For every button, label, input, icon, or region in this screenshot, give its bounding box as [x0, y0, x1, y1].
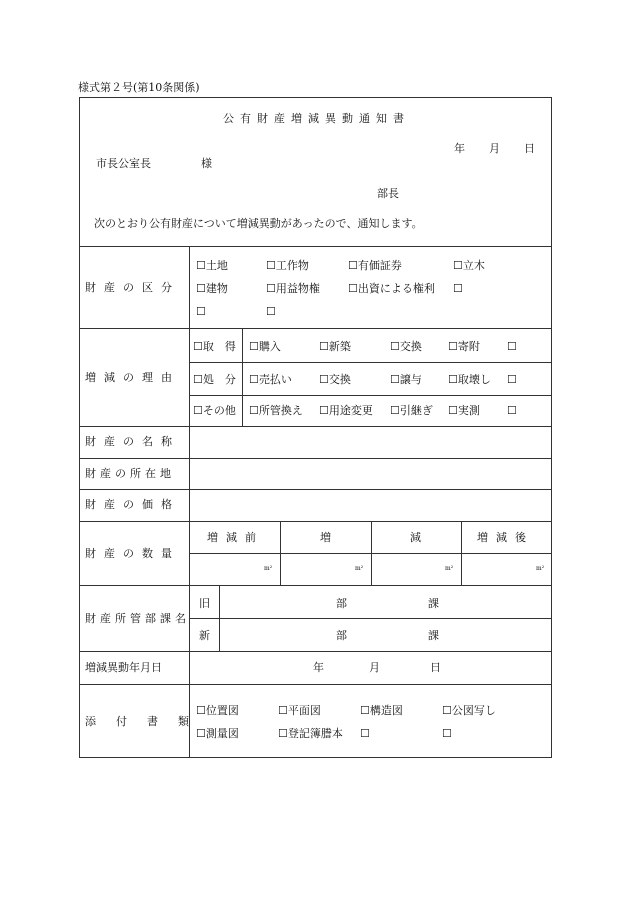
label-column-divider [189, 246, 190, 758]
quantity-header-after: 増減後 [477, 531, 534, 544]
reason-option-donation[interactable]: ☐寄附 [448, 340, 480, 353]
change-date-month: 月 [369, 661, 380, 674]
attachment-survey-map[interactable]: ☐測量図 [196, 727, 239, 740]
reason-label: 増減の理由 [85, 371, 180, 384]
department-new-ka: 課 [428, 629, 439, 642]
date-month: 月 [489, 142, 500, 155]
category-option-usufruct[interactable]: ☐用益物権 [266, 282, 320, 295]
reason-option-handover[interactable]: ☐引継ぎ [390, 404, 433, 417]
category-option-timber[interactable]: ☐立木 [453, 259, 485, 272]
form-title: 公有財産増減異動通知書 [223, 112, 410, 125]
reason-subrow-divider [189, 362, 552, 363]
department-new-bu: 部 [336, 629, 347, 642]
change-date-day: 日 [430, 661, 441, 674]
reason-option-jurisdiction-change[interactable]: ☐所管換え [249, 404, 303, 417]
attachment-blank[interactable]: ☐ [360, 727, 370, 740]
row-divider [79, 521, 552, 522]
table-border-right [551, 97, 552, 758]
attachment-floor-plan[interactable]: ☐平面図 [278, 704, 321, 717]
category-option-blank[interactable]: ☐ [196, 305, 206, 318]
category-option-blank[interactable]: ☐ [266, 305, 276, 318]
department-subcolumn-divider [219, 585, 220, 651]
department-old-bu: 部 [336, 597, 347, 610]
quantity-unit-before: m² [264, 565, 273, 572]
category-option-land[interactable]: ☐土地 [196, 259, 228, 272]
notice-message: 次のとおり公有財産について増減異動があったので、通知します。 [94, 217, 423, 230]
quantity-unit-increase: m² [355, 565, 364, 572]
table-border-left [79, 97, 80, 758]
date-day: 日 [524, 142, 535, 155]
reason-acquire[interactable]: ☐取 得 [193, 340, 236, 353]
category-option-blank[interactable]: ☐ [453, 282, 463, 295]
table-border-top [79, 97, 552, 98]
reason-option-transfer-grant[interactable]: ☐譲与 [390, 373, 422, 386]
quantity-label: 財産の数量 [85, 547, 180, 560]
reason-option-blank[interactable]: ☐ [507, 340, 517, 353]
change-date-year: 年 [313, 661, 324, 674]
quantity-unit-after: m² [536, 565, 545, 572]
attachments-label: 添付書類 [85, 715, 209, 728]
quantity-column-divider [371, 521, 372, 585]
reason-option-exchange[interactable]: ☐交換 [319, 373, 351, 386]
property-name-label: 財産の名称 [85, 435, 180, 448]
quantity-column-divider [280, 521, 281, 585]
form-number-label: 様式第２号(第10条関係) [78, 81, 200, 94]
category-option-securities[interactable]: ☐有価証券 [348, 259, 402, 272]
row-divider [79, 426, 552, 427]
recipient-honorific: 様 [201, 157, 212, 170]
reason-option-demolition[interactable]: ☐取壊し [448, 373, 491, 386]
reason-option-purchase[interactable]: ☐購入 [249, 340, 281, 353]
date-year: 年 [454, 142, 465, 155]
table-border-bottom [79, 757, 552, 758]
category-label: 財産の区分 [85, 281, 180, 294]
department-new-label: 新 [199, 629, 210, 642]
category-option-structure[interactable]: ☐工作物 [266, 259, 309, 272]
quantity-column-divider [461, 521, 462, 585]
reason-option-blank[interactable]: ☐ [507, 373, 517, 386]
property-price-label: 財産の価格 [85, 498, 180, 511]
attachment-structure-drawing[interactable]: ☐構造図 [360, 704, 403, 717]
attachment-location-map[interactable]: ☐位置図 [196, 704, 239, 717]
reason-dispose[interactable]: ☐処 分 [193, 373, 236, 386]
category-option-investment[interactable]: ☐出資による権利 [348, 282, 435, 295]
row-divider [79, 651, 552, 652]
row-divider [79, 458, 552, 459]
quantity-header-increase: 増 [320, 531, 331, 544]
row-divider [79, 328, 552, 329]
property-location-label: 財産の所在地 [85, 467, 175, 480]
reason-option-survey[interactable]: ☐実測 [448, 404, 480, 417]
quantity-header-before: 増減前 [207, 531, 264, 544]
recipient: 市長公室長 [96, 157, 151, 170]
reason-option-new-build[interactable]: ☐新築 [319, 340, 351, 353]
attachment-cadastral-map-copy[interactable]: ☐公図写し [442, 704, 496, 717]
category-option-building[interactable]: ☐建物 [196, 282, 228, 295]
department-old-label: 旧 [199, 597, 210, 610]
reason-option-blank[interactable]: ☐ [507, 404, 517, 417]
department-label: 財産所管部課名 [85, 612, 190, 625]
row-divider [79, 489, 552, 490]
reason-subcolumn-divider [242, 328, 243, 426]
row-divider [79, 684, 552, 685]
reason-other[interactable]: ☐その他 [193, 404, 236, 417]
attachment-registry-copy[interactable]: ☐登記簿謄本 [278, 727, 343, 740]
reason-option-sale[interactable]: ☐売払い [249, 373, 292, 386]
row-divider [79, 585, 552, 586]
sender-department: 部長 [377, 187, 399, 200]
row-divider [79, 246, 552, 247]
quantity-unit-decrease: m² [445, 565, 454, 572]
reason-option-use-change[interactable]: ☐用途変更 [319, 404, 373, 417]
reason-subrow-divider [189, 395, 552, 396]
department-subrow-divider [189, 618, 552, 619]
attachment-blank[interactable]: ☐ [442, 727, 452, 740]
quantity-header-decrease: 減 [410, 531, 421, 544]
change-date-label: 増減異動年月日 [85, 661, 162, 674]
reason-option-exchange[interactable]: ☐交換 [390, 340, 422, 353]
department-old-ka: 課 [428, 597, 439, 610]
